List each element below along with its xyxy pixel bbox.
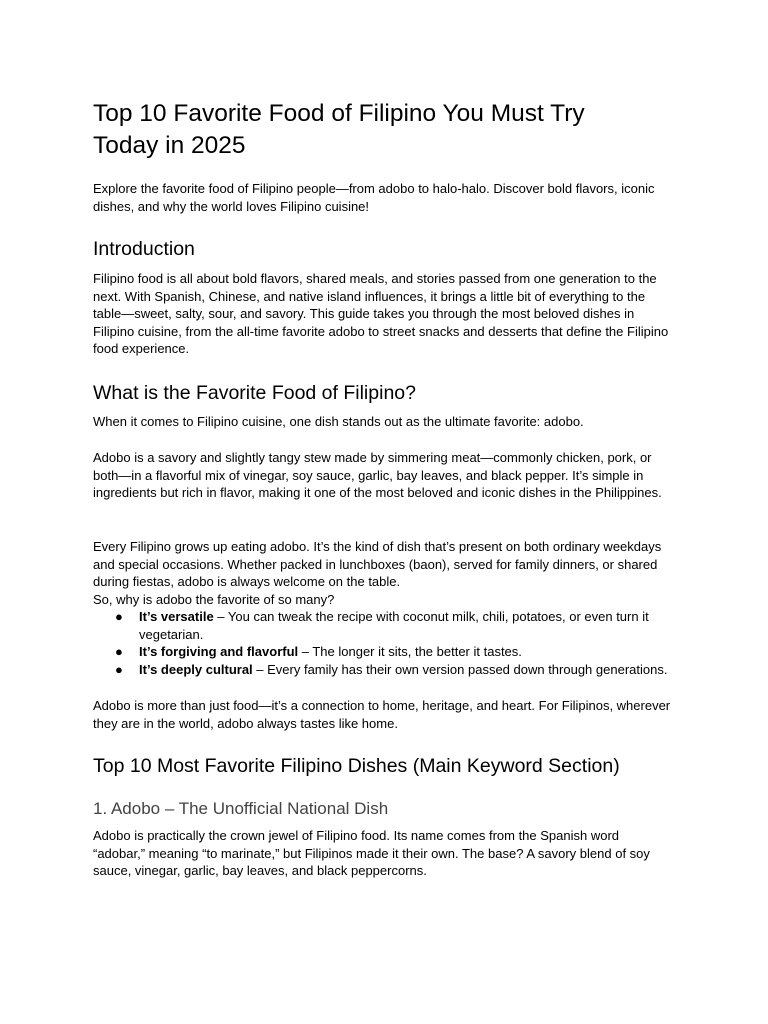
- top10-heading: Top 10 Most Favorite Filipino Dishes (Main Keyword Section): [93, 755, 620, 777]
- list-item-bold: It’s versatile: [139, 609, 214, 624]
- list-item: [93, 608, 671, 643]
- list-item-text: – Every family has their own version passed down through generations.: [252, 661, 668, 677]
- favorite-paragraph-4: So, why is adobo the favorite of so many?: [93, 592, 335, 607]
- bullet-icon: ●: [115, 661, 123, 677]
- list-item: [93, 661, 671, 679]
- item1-heading: 1. Adobo – The Unofficial National Dish: [93, 799, 389, 818]
- list-item: [93, 643, 671, 661]
- introduction-heading: Introduction: [93, 238, 195, 260]
- bullet-icon: ●: [115, 609, 123, 624]
- intro-summary: Explore the favorite food of Filipino people—from adobo to halo-halo. Discover bold flavors, iconic dishes, and why the world loves Filipino cuisine!: [93, 181, 655, 214]
- page-title: Top 10 Favorite Food of Filipino You Must Try Today in 2025: [93, 100, 585, 159]
- list-item-text: – The longer it sits, the better it tastes.: [298, 644, 522, 660]
- favorite-paragraph-3: Every Filipino grows up eating adobo. It’s the kind of dish that’s present on both ordinary weekdays and special occasions. Whether packed in lunchboxes (baon), served for family dinners, or shared during fiestas, adobo is always welcome on the table.: [93, 539, 662, 590]
- favorite-paragraph-1: When it comes to Filipino cuisine, one dish stands out as the ultimate favorite: adobo.: [93, 414, 584, 429]
- bullet-icon: ●: [115, 644, 123, 660]
- favorite-paragraph-5: Adobo is more than just food—it’s a connection to home, heritage, and heart. For Filipinos, wherever they are in the world, adobo always tastes like home.: [93, 698, 671, 731]
- introduction-body: Filipino food is all about bold flavors, shared meals, and stories passed from one generation to the next. With Spanish, Chinese, and native island influences, it brings a little bit of everything to the table—sweet, salty, sour, and savory. This guide takes you through the most beloved dishes in Filipino cuisine, from the all-time favorite adobo to street snacks and desserts that define the Filipino food experience.: [93, 271, 669, 357]
- list-item-bold: It’s deeply cultural: [139, 661, 253, 677]
- favorite-food-heading: What is the Favorite Food of Filipino?: [93, 382, 416, 404]
- item1-body: Adobo is practically the crown jewel of Filipino food. Its name comes from the Spanish word “adobar,” meaning “to marinate,” but Filipinos made it their own. The base? A savory blend of soy sauce, vinegar, garlic, bay leaves, and black peppercorns.: [93, 828, 650, 879]
- favorite-paragraph-2: Adobo is a savory and slightly tangy stew made by simmering meat—commonly chicken, pork, or both—in a flavorful mix of vinegar, soy sauce, garlic, bay leaves, and black pepper. It’s simple in ingredients but rich in flavor, making it one of the most beloved and iconic dishes in the Philippines.: [93, 450, 662, 501]
- reasons-list: [93, 608, 671, 678]
- list-item-bold: It’s forgiving and flavorful: [139, 644, 299, 660]
- list-item-text: – You can tweak the recipe with coconut milk, chili, potatoes, or even turn it vegetarian.: [139, 609, 649, 642]
